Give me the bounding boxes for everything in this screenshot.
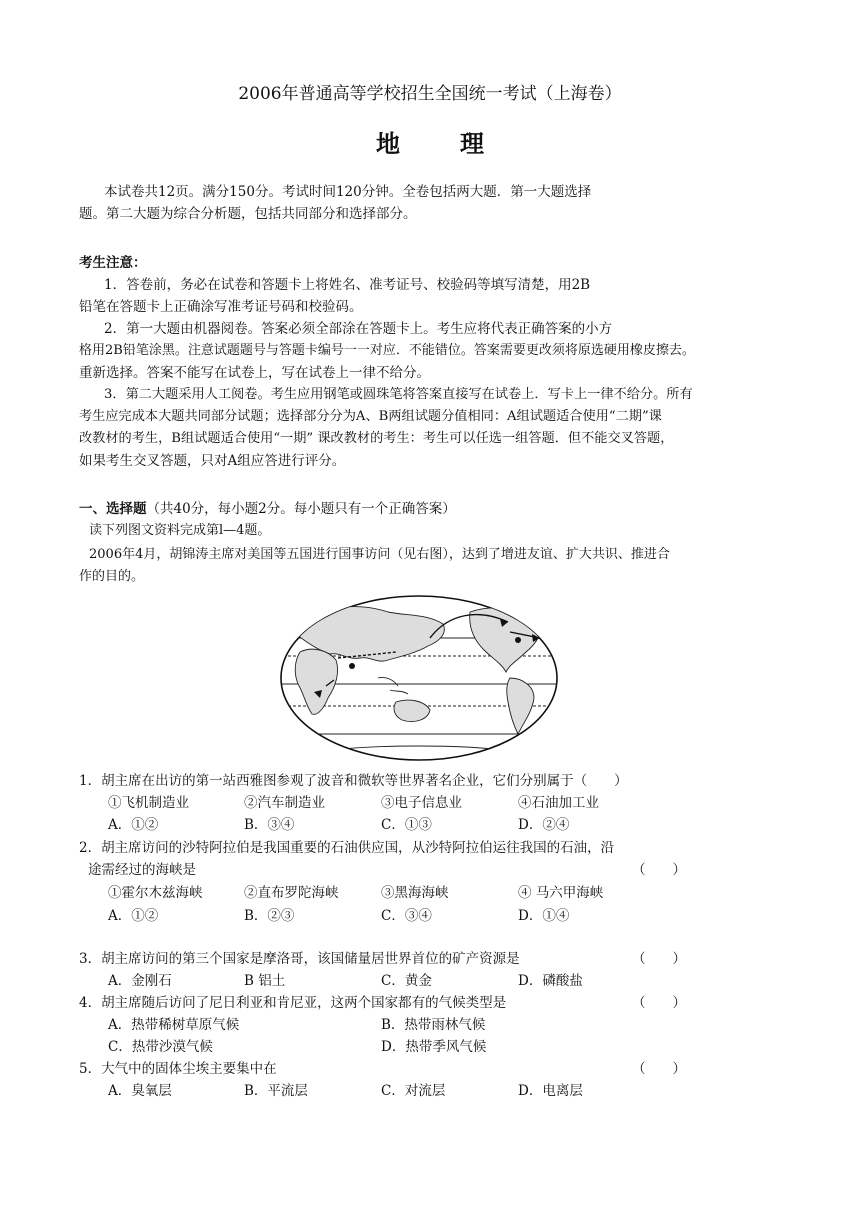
notes-line: 考生应完成本大题共同部分试题；选择部分分为A、B两组试题分值相同：A组试题适合使用“二期”课 <box>79 409 662 424</box>
notes-line: 重新选择。答案不能写在试卷上，写在试卷上一律不给分。 <box>79 365 430 381</box>
intro-line-2: 题。第二大题为综合分析题，包括共同部分和选择部分。 <box>79 206 417 222</box>
question-item: ③黑海海峡 <box>381 885 449 901</box>
notes-heading: 考生注意： <box>79 255 147 271</box>
notes-line: 3．第二大题采用人工阅卷。考生应用钢笔或圆珠笔将答案直接写在试卷上．写卡上一律不给分。所有 <box>104 387 693 402</box>
answer-option: B．热带雨林气候 <box>381 1017 486 1033</box>
question-item: ②汽车制造业 <box>244 795 325 811</box>
answer-option: B．③④ <box>244 817 295 833</box>
question-item: ④石油加工业 <box>518 795 599 811</box>
answer-option: C．黄金 <box>381 973 432 989</box>
answer-option: A．金刚石 <box>108 973 172 989</box>
notes-line: 1．答卷前，务必在试卷和答题卡上将姓名、准考证号、校验码等填写清楚，用2B <box>104 277 591 293</box>
answer-option: A．①② <box>108 908 159 924</box>
answer-option: C．③④ <box>381 908 432 924</box>
question-item: ③电子信息业 <box>381 795 462 811</box>
intro-line-1: 本试卷共12页。满分150分。考试时间120分钟。全卷包括两大题．第一大题选择 <box>104 184 592 200</box>
answer-option: B．②③ <box>244 908 295 924</box>
section-heading <box>79 498 456 520</box>
section-heading-label: 一、选择题 <box>79 501 147 517</box>
answer-option: A．臭氧层 <box>108 1083 172 1099</box>
context-line-1: 2006年4月，胡锦涛主席对美国等五国进行国事访问（见右图），达到了增进友谊、扩大共识、推进合 <box>89 547 670 562</box>
question-2-stem-cont: 途需经过的海峡是 <box>88 862 196 878</box>
answer-paren: （ ） <box>632 862 686 878</box>
answer-option: B 铝土 <box>244 973 286 989</box>
context-line-2: 作的目的。 <box>79 569 145 584</box>
subject-title: 地理 <box>376 129 544 158</box>
visit-point-marker <box>349 663 355 669</box>
answer-option: D．电离层 <box>518 1083 583 1099</box>
answer-option: C．对流层 <box>381 1083 446 1099</box>
answer-option: D．①④ <box>518 908 570 924</box>
notes-line: 格用2B铅笔涂黑。注意试题题号与答题卡编号一一对应．不能错位。答案需要更改须将原选硬用橡皮擦去。 <box>79 343 695 358</box>
section-instruction: 读下列图文资料完成第l—4题。 <box>89 523 271 538</box>
answer-option: D．热带季风气候 <box>381 1039 487 1055</box>
notes-line: 2．第一大题由机器阅卷。答案必须全部涂在答题卡上。考生应将代表正确答案的小方 <box>104 321 613 337</box>
answer-paren: （ ） <box>632 1061 686 1077</box>
question-1-stem: 1．胡主席在出访的第一站西雅图参观了波音和微软等世界著名企业，它们分别属于（ ） <box>79 773 628 789</box>
question-5-stem: 5．大气中的固体尘埃主要集中在 <box>79 1061 277 1077</box>
question-2-stem: 2．胡主席访问的沙特阿拉伯是我国重要的石油供应国，从沙特阿拉伯运往我国的石油，沿 <box>79 840 615 856</box>
question-item: ①飞机制造业 <box>108 795 189 811</box>
question-item: ②直布罗陀海峡 <box>244 885 339 901</box>
answer-option: A．①② <box>108 817 159 833</box>
answer-option: D．②④ <box>518 817 570 833</box>
answer-option: B．平流层 <box>244 1083 308 1099</box>
answer-option: C．热带沙漠气候 <box>108 1039 213 1055</box>
answer-option: D．磷酸盐 <box>518 973 583 989</box>
notes-line: 如果考生交叉答题，只对A组应答进行评分。 <box>79 453 346 469</box>
section-heading-note: （共40分，每小题2分。每小题只有一个正确答案） <box>146 501 456 517</box>
exam-title: 2006年普通高等学校招生全国统一考试（上海卷） <box>238 84 622 104</box>
answer-paren: （ ） <box>632 951 686 967</box>
answer-paren: （ ） <box>632 995 686 1011</box>
notes-line: 铅笔在答题卡上正确涂写准考证号码和校验码。 <box>79 299 363 315</box>
notes-line: 改教材的考生，B组试题适合使用“一期” 课改教材的考生：考生可以任选一组答题．但不能交叉答题， <box>79 431 674 446</box>
question-4-stem: 4．胡主席随后访问了尼日利亚和肯尼亚，这两个国家都有的气候类型是 <box>79 995 507 1011</box>
question-3-stem: 3．胡主席访问的第三个国家是摩洛哥，该国储量居世界首位的矿产资源是 <box>79 951 520 967</box>
world-map-figure <box>278 594 560 762</box>
answer-option: C．①③ <box>381 817 432 833</box>
answer-option: A．热带稀树草原气候 <box>108 1017 240 1033</box>
visit-point-marker <box>515 637 521 643</box>
question-item: ①霍尔木兹海峡 <box>108 885 203 901</box>
question-item: ④ 马六甲海峡 <box>518 885 604 901</box>
